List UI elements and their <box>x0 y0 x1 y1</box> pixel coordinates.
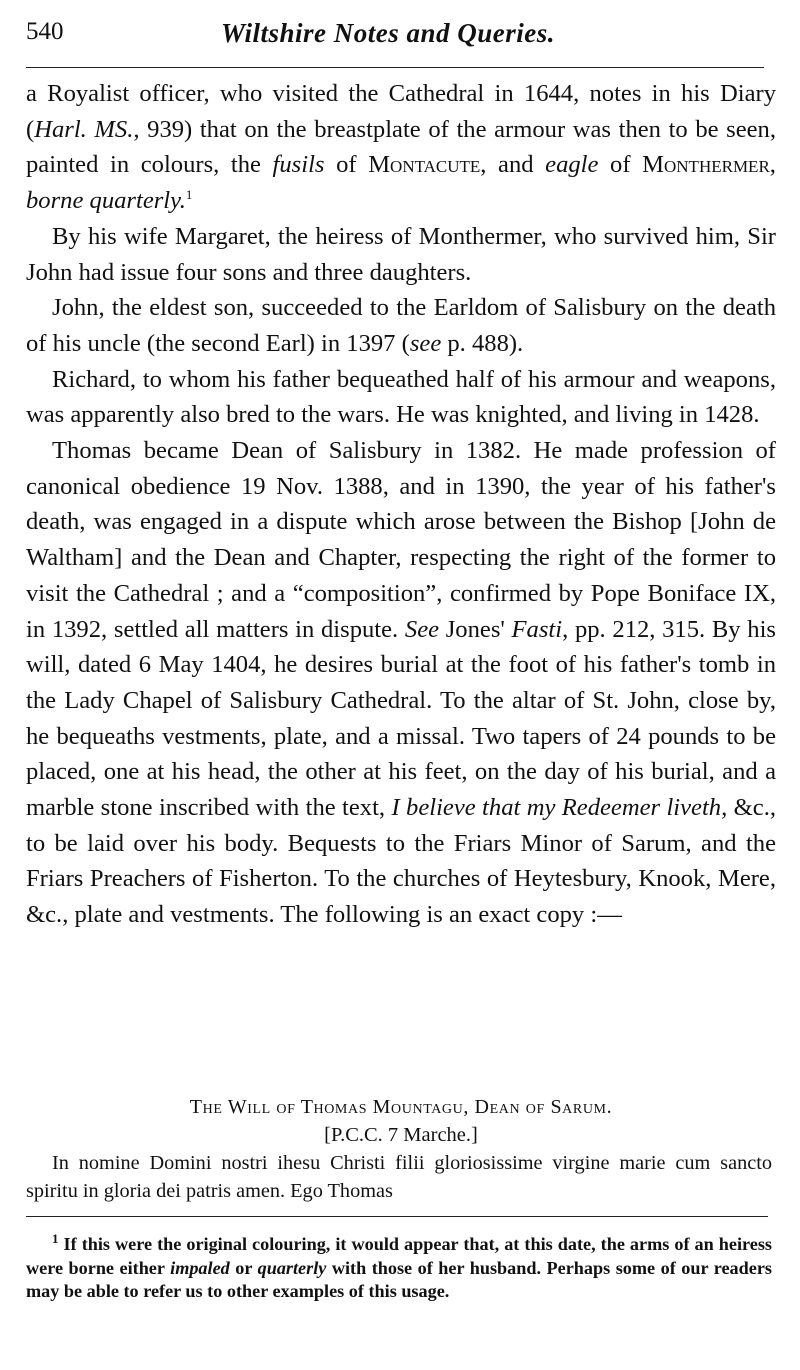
paragraph-thomas: Thomas became Dean of Salisbury in 1382. He made profession of canonical obedience 19 Nov. 1388, and in 1390, the year of his father's death, was engaged in a dispute which arose between the Bishop [John de Waltham] and the Dean and Chapter, respecting the right of the former to visit the Cathedral ; and a “composition”, confirmed by Pope Boniface IX, in 1392, settled all matters in dispute. See Jones' Fasti, pp. 212, 315. By his will, dated 6 May 1404, he desires burial at the foot of his father's tomb in the Lady Chapel of Salisbury Cathedral. To the altar of St. John, close by, he bequeaths vestments, plate, and a missal. Two tapers of 24 pounds to be placed, one at his head, the other at his feet, on the day of his burial, and a marble stone inscribed with the text, I believe that my Redeemer liveth, &c., to be laid over his body. Bequests to the Friars Minor of Sarum, and the Friars Preachers of Fisherton. To the churches of Heytesbury, Knook, Mere, &c., plate and vestments. The following is an exact copy :— <box>26 437 776 929</box>
paragraph-wife-margaret: By his wife Margaret, the heiress of Monthermer, who survived him, Sir John had issue four sons and three daughters. <box>26 222 776 286</box>
footnote-mark: 1 <box>52 1230 59 1246</box>
page-number: 540 <box>26 18 64 45</box>
header-rule <box>26 67 764 68</box>
will-heading: The Will of Thomas Mountagu, Dean of Sarum. <box>189 1096 613 1118</box>
paragraph-royalist-officer: a Royalist officer, who visited the Cathedral in 1644, notes in his Diary (Harl. MS., 939) that on the breastplate of the armour was then to be seen, painted in colours, the fusils of Montacute, and eagle of Monthermer, borne quarterly.$^1$ <box>26 80 776 215</box>
footnote-reference: 1 <box>185 186 193 202</box>
page-header <box>26 18 776 54</box>
paragraph-richard: Richard, to whom his father bequeathed half of his armour and weapons, was apparently also bred to the wars. He was knighted, and living in 1428. <box>26 365 776 429</box>
running-title: Wiltshire Notes and Queries. <box>221 18 556 48</box>
main-text <box>26 76 776 933</box>
will-reference: [P.C.C. 7 Marche.] <box>324 1124 478 1146</box>
will-text: In nomine Domini nostri ihesu Christi filii gloriosissime virgine marie cum sancto spiritu in gloria dei patris amen. Ego Thomas <box>26 1152 772 1202</box>
footnote: $^1$ If this were the original colouring, it would appear that, at this date, the arms of an heiress were borne either impaled or quarterly with those of her husband. Perhaps some of our readers may be able to refer us to other examples of this usage. <box>26 1230 772 1302</box>
paragraph-john: John, the eldest son, succeeded to the Earldom of Salisbury on the death of his uncle (the second Earl) in 1397 (see p. 488). <box>26 294 776 357</box>
footnote-rule <box>26 1216 768 1217</box>
harl-ms-ref: Harl. MS. <box>34 115 134 143</box>
